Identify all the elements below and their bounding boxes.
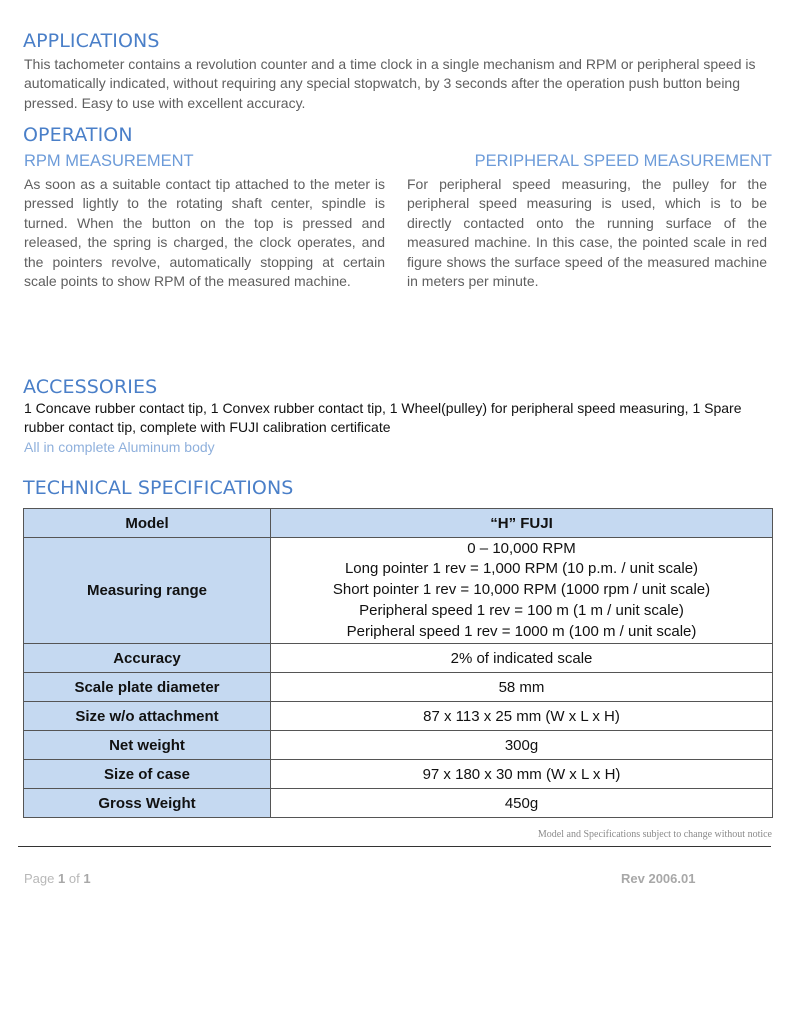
net-weight-label: Net weight [24, 731, 271, 760]
table-row [24, 731, 773, 760]
page-word: Page [24, 871, 55, 886]
table-row [24, 644, 773, 673]
specifications-disclaimer: Model and Specifications subject to change without notice [537, 829, 772, 840]
accessories-note: All in complete Aluminum body [24, 439, 215, 455]
applications-text: This tachometer contains a revolution counter and a time clock in a single mechanism and RPM or peripheral speed is automatically indicated, without requiring any special stopwatch, by 3 seconds after the operation push button being pressed. Easy to use with excellent accuracy. [24, 56, 756, 111]
applications-heading: APPLICATIONS [23, 30, 160, 52]
range-line: Short pointer 1 rev = 10,000 RPM (1000 rpm / unit scale) [332, 581, 711, 599]
rpm-measurement-text: As soon as a suitable contact tip attached to the meter is pressed lightly to the rotating shaft center, spindle is turned. When the button on the top is pressed and released, the spring is charged, the clock operates, and the pointers revolve, automatically stopping at certain scale points to show RPM of the measured machine. [24, 176, 385, 290]
net-weight-value: 300g [271, 731, 773, 760]
model-label: Model [24, 509, 271, 538]
peripheral-speed-text: For peripheral speed measuring, the pulley for the peripheral speed measuring is used, which is to be directly contacted onto the running surface of the measured machine. In this case, the pointed scale in red figure shows the surface speed of the measured machine in meters per minute. [407, 176, 767, 290]
page-of: of [68, 871, 80, 886]
accessories-heading: ACCESSORIES [23, 376, 158, 398]
revision-text: Rev 2006.01 [621, 871, 696, 886]
table-row [24, 509, 773, 538]
technical-specifications-heading: TECHNICAL SPECIFICATIONS [23, 477, 294, 499]
page-total: 1 [83, 871, 91, 886]
size-without-attachment-value: 87 x 113 x 25 mm (W x L x H) [271, 702, 773, 731]
measuring-range-label: Measuring range [24, 538, 271, 644]
revision-label [621, 871, 695, 886]
table-row [24, 673, 773, 702]
accuracy-value: 2% of indicated scale [271, 644, 773, 673]
accessories-text: 1 Concave rubber contact tip, 1 Convex rubber contact tip, 1 Wheel(pulley) for peripheral speed measuring, 1 Spare rubber contact tip, complete with FUJI calibration certificate [24, 400, 742, 436]
accuracy-label: Accuracy [24, 644, 271, 673]
page-indicator [24, 871, 91, 886]
peripheral-speed-heading: PERIPHERAL SPEED MEASUREMENT [474, 152, 772, 170]
scale-plate-diameter-value: 58 mm [271, 673, 773, 702]
table-row [24, 760, 773, 789]
measuring-range-values [271, 538, 773, 644]
size-of-case-value: 97 x 180 x 30 mm (W x L x H) [271, 760, 773, 789]
range-line: Peripheral speed 1 rev = 100 m (1 m / unit scale) [359, 601, 684, 619]
specifications-table [23, 508, 773, 818]
table-row [24, 702, 773, 731]
range-line: Long pointer 1 rev = 1,000 RPM (10 p.m. / unit scale) [344, 560, 699, 578]
table-row [24, 789, 773, 818]
footer-divider [18, 846, 771, 847]
page-current: 1 [58, 871, 66, 886]
rpm-measurement-heading: RPM MEASUREMENT [24, 152, 194, 170]
gross-weight-value: 450g [271, 789, 773, 818]
size-without-attachment-label: Size w/o attachment [24, 702, 271, 731]
table-row [24, 538, 773, 644]
range-line: Peripheral speed 1 rev = 1000 m (100 m / unit scale) [346, 622, 697, 640]
operation-heading: OPERATION [23, 124, 133, 146]
gross-weight-label: Gross Weight [24, 789, 271, 818]
size-of-case-label: Size of case [24, 760, 271, 789]
range-line: 0 – 10,000 RPM [467, 539, 576, 557]
scale-plate-diameter-label: Scale plate diameter [24, 673, 271, 702]
model-value: “H” FUJI [271, 509, 773, 538]
